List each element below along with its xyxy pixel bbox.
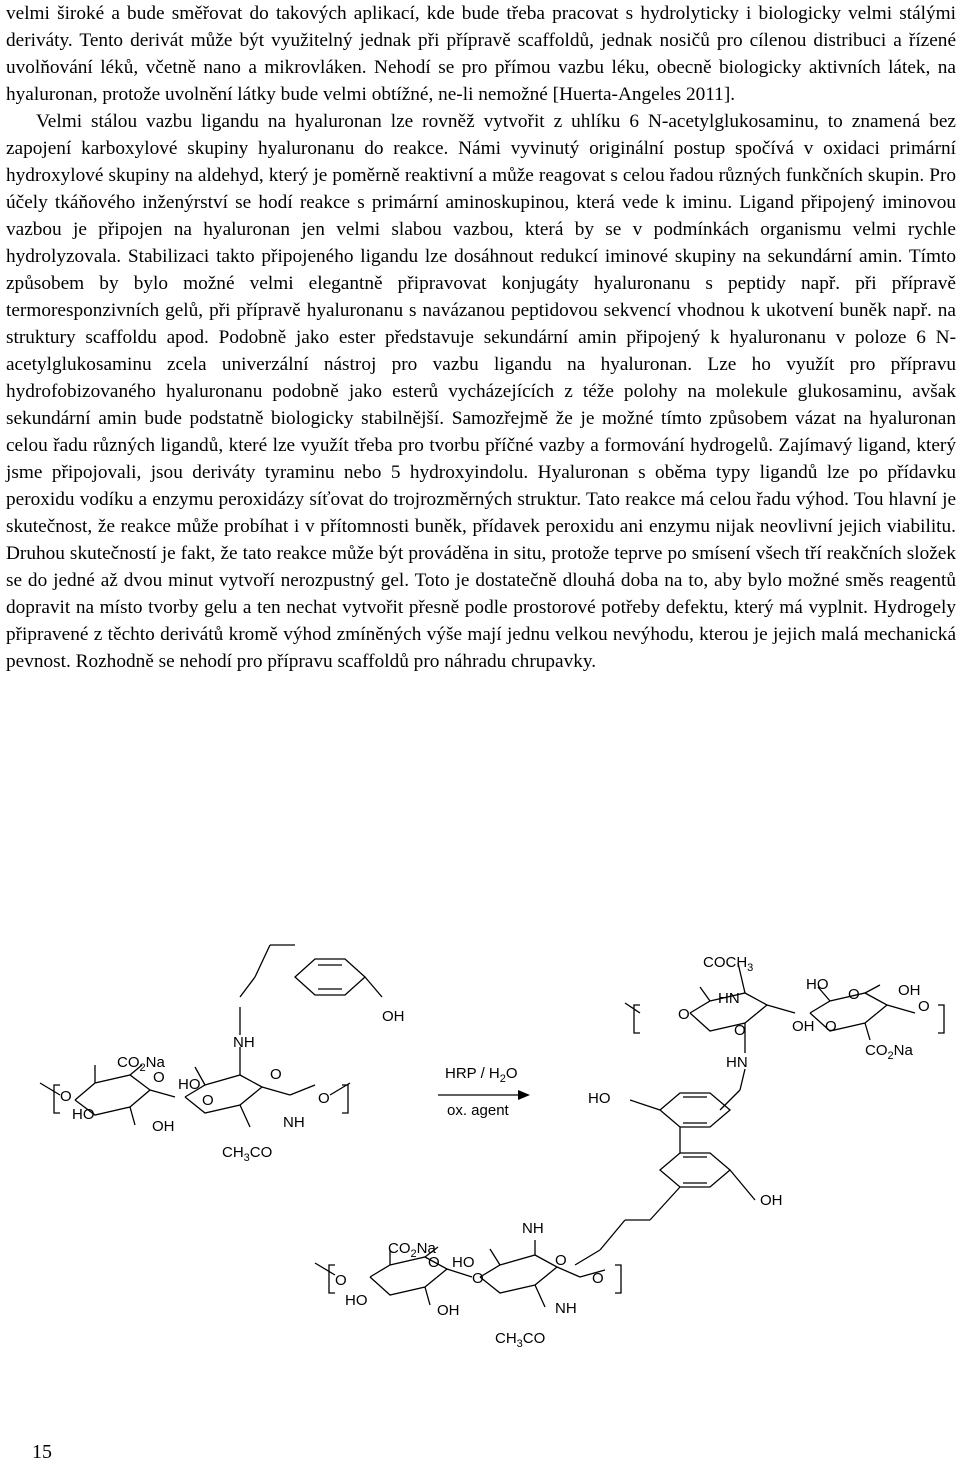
label-o-9: O xyxy=(734,1022,746,1039)
label-co2na-3: $CO_2Na$ xyxy=(388,1240,436,1260)
label-o-8: O xyxy=(678,1006,690,1023)
label-nh-1: NH xyxy=(283,1114,305,1131)
label-o-1: O xyxy=(153,1069,165,1086)
label-o-10: O xyxy=(825,1018,837,1035)
paragraph-2: Velmi stálou vazbu ligandu na hyaluronan lze rovněž vytvořit z uhlíku 6 N-acetylglukosaminu, to znamená bez zapojení karboxylové skupiny hyaluronanu do reakce. Námi vyvinutý originální postup spočívá v oxidaci primární hydroxylové skupiny na aldehyd, který je poměrně reaktivní a může reagovat s celou řadou různých funkčních skupin. Pro účely tkáňového inženýrství se hodí reakce s primární aminoskupinou, která vede k iminu. Ligand připojený iminovou vazbou je připojen na hyaluronan jen velmi slabou vazbou, která by se v podmínkách organismu velmi rychle hydrolyzovala. Stabilizaci takto připojeného ligandu lze dosáhnout redukcí iminové skupiny na sekundární amin. Tímto způsobem by bylo možné velmi elegantně připravovat konjugáty hyaluronanu s peptidy např. při přípravě termoresponzivních gelů, při přípravě hyaluronanu s navázanou peptidovou sekvencí vhodnou k ukotvení buněk např. na struktury scaffoldu apod. Podobně jako ester představuje sekundární amin připojený k hyaluronanu v poloze 6 N-acetylglukosaminu zcela univerzální nástroj pro vazbu ligandu na hyaluronan. Lze ho využít pro přípravu hydrofobizovaného hyaluronanu podobně jako esterů vycházejících z téže polohy na molekule glukosaminu, avšak sekundární amin bude podstatně biologicky stabilnější. Samozřejmě že je možné tímto způsobem vázat na hyaluronan celou řadu různých ligandů, které lze využít třeba pro tvorbu příčné vazby a formování hydrogelů. Zajímavý ligand, který jsme připojovali, jsou deriváty tyraminu nebo 5 hydroxyindolu. Hyaluronan s oběma typy ligandů lze po přídavku peroxidu vodíku a enzymu peroxidázy síťovat do trojrozměrných struktur. Tato reakce má celou řadu výhod. Tou hlavní je skutečnost, že reakce může probíhat i v přítomnosti buněk, přídavek peroxidu ani enzymu nijak neovlivní jejich viabilitu. Druhou skutečností je fakt, že tato reakce může být prováděna in situ, protože teprve po smísení všech tří reakčních složek se do jedné až dvou minut vytvoří nerozpustný gel. Toto je dostatečně dlouhá doba na to, aby bylo možné směs reagentů dopravit na místo tvorby gelu a ten nechat vytvořit přesně podle prostorové potřeby defektu, který má vyplnit. Hydrogely připravené z těchto derivátů kromě výhod zmíněných výše mají jednu velkou nevýhodu, kterou je jejich malá mechanická pevnost. Rozhodně se nehodí pro přípravu scaffoldů pro náhradu chrupavky. xyxy=(6,111,956,672)
label-co2na-1: $CO_2Na$ xyxy=(117,1054,165,1074)
label-oh-4: OH xyxy=(792,1018,815,1035)
label-o-13: O xyxy=(472,1270,484,1287)
label-o-5: O xyxy=(318,1090,330,1107)
label-o-4: O xyxy=(270,1066,282,1083)
label-ho-6: HO xyxy=(345,1292,368,1309)
label-oh-2: OH xyxy=(382,1008,405,1025)
label-nh-4: NH xyxy=(555,1300,577,1317)
label-o-6: O xyxy=(848,986,860,1003)
label-o-3: O xyxy=(202,1092,214,1109)
label-hn-1: HN xyxy=(718,990,740,1007)
label-o-11: O xyxy=(428,1254,440,1271)
crosslinking-reaction-scheme xyxy=(0,935,960,1365)
label-o-7: O xyxy=(918,998,930,1015)
label-ho-3: HO xyxy=(806,976,829,993)
label-o-12: O xyxy=(335,1272,347,1289)
reaction-arrow xyxy=(438,1065,530,1119)
label-hn-2: HN xyxy=(726,1054,748,1071)
label-nh-2: NH xyxy=(233,1034,255,1051)
product-structure xyxy=(315,954,944,1350)
label-ho-4: HO xyxy=(588,1090,611,1107)
paragraph-1: velmi široké a bude směřovat do takových aplikací, kde bude třeba pracovat s hydrolyticky i biologicky velmi stálými deriváty. Tento derivát může být využitelný jednak při přípravě scaffoldů, jednak nosičů pro cílenou distribuci a řízené uvolňování léků, včetně nano a mikrovláken. Nehodí se pro přímou vazbu léku, obecně biologicky aktivních látek, na hyaluronan, protože uvolnění látky bude velmi obtížné, ne-li nemožné [Huerta-Angeles 2011]. xyxy=(6,3,956,105)
reagent-top: HRP / $H_2O$ xyxy=(445,1065,518,1085)
label-o-14: O xyxy=(555,1252,567,1269)
page-number: 15 xyxy=(32,1441,52,1463)
label-coch3: $COCH_3$ xyxy=(703,954,754,974)
label-ch3co-1: $CH_3CO$ xyxy=(222,1144,273,1164)
label-oh-3: OH xyxy=(898,982,921,999)
reagent-bottom: ox. agent xyxy=(447,1102,509,1119)
label-co2na-2: $CO_2Na$ xyxy=(865,1042,913,1062)
label-ch3co-2: $CH_3CO$ xyxy=(495,1330,546,1350)
reactant-structure xyxy=(40,945,405,1164)
label-ho-2: HO xyxy=(72,1106,95,1123)
label-o-15: O xyxy=(592,1270,604,1287)
label-ho-5: HO xyxy=(452,1254,475,1271)
label-ho-1: HO xyxy=(178,1076,201,1093)
label-o-2: O xyxy=(60,1088,72,1105)
right-bracket xyxy=(342,1085,348,1113)
body-text xyxy=(6,0,956,675)
label-oh-6: OH xyxy=(437,1302,460,1319)
label-oh-5: OH xyxy=(760,1192,783,1209)
label-oh-1: OH xyxy=(152,1118,175,1135)
label-nh-3: NH xyxy=(522,1220,544,1237)
